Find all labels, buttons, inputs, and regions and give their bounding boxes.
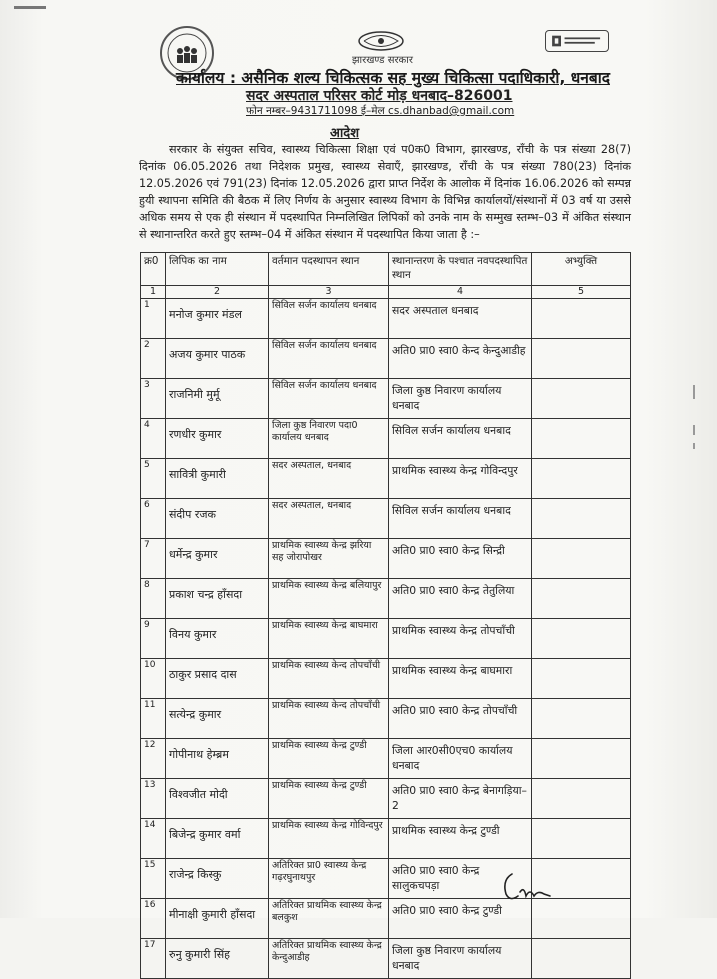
remark-cell <box>532 699 631 739</box>
serial-number-cell: 11 <box>141 699 166 739</box>
column-number: 2 <box>166 286 269 299</box>
table-row <box>141 739 631 779</box>
office-contact: फोन नम्बर–9431711098 ई–मेल cs.dhanbad@gmail.com <box>246 105 515 117</box>
header-serial: क्र0 <box>141 253 166 286</box>
clerk-name-cell: राजेन्द्र किस्कु <box>166 859 269 899</box>
clerk-name-cell: रणधीर कुमार <box>166 419 269 459</box>
new-posting-cell: अति0 प्रा0 स्वा0 केन्द्र तोपचाँची <box>389 699 532 739</box>
clerk-name-cell: बिजेन्द्र कुमार वर्मा <box>166 819 269 859</box>
table-row <box>141 459 631 499</box>
new-posting-cell: सिविल सर्जन कार्यालय धनबाद <box>389 499 532 539</box>
current-posting-cell: जिला कुष्ठ निवारण पदा0 कार्यालय धनबाद <box>269 419 389 459</box>
table-row <box>141 939 631 979</box>
clerk-name-cell: संदीप रजक <box>166 499 269 539</box>
current-posting-cell: प्राथमिक स्वास्थ्य केन्द्र बाघमारा <box>269 619 389 659</box>
clerk-name-cell: अजय कुमार पाठक <box>166 339 269 379</box>
swasthya-jharkhand-logo <box>545 30 609 52</box>
serial-number-cell: 2 <box>141 339 166 379</box>
column-number: 3 <box>269 286 389 299</box>
new-posting-cell: अति0 प्रा0 स्वा0 केन्द्र सालुकचपड़ा <box>389 859 532 899</box>
current-posting-cell: सिविल सर्जन कार्यालय धनबाद <box>269 379 389 419</box>
current-posting-cell: प्राथमिक स्वास्थ्य केन्द्र बलियापुर <box>269 579 389 619</box>
clerk-name-cell: विश्वजीत मोदी <box>166 779 269 819</box>
clerk-name-cell: गोपीनाथ हेम्ब्रम <box>166 739 269 779</box>
new-posting-cell: अति0 प्रा0 स्वा0 केन्द्र तेतुलिया <box>389 579 532 619</box>
current-posting-cell: अतिरिक्त प्राथमिक स्वास्थ्य केन्द्र केन्दुआडीह <box>269 939 389 979</box>
serial-number-cell: 7 <box>141 539 166 579</box>
clerk-name-cell: सत्येन्द्र कुमार <box>166 699 269 739</box>
clerk-name-cell: मनोज कुमार मंडल <box>166 299 269 339</box>
new-posting-cell: प्राथमिक स्वास्थ्य केन्द्र टुण्डी <box>389 819 532 859</box>
remark-cell <box>532 339 631 379</box>
new-posting-cell: प्राथमिक स्वास्थ्य केन्द्र गोविन्दपुर <box>389 459 532 499</box>
table-row <box>141 619 631 659</box>
remark-cell <box>532 419 631 459</box>
remark-cell <box>532 939 631 979</box>
serial-number-cell: 5 <box>141 459 166 499</box>
clerk-name-cell: मीनाक्षी कुमारी हाँसदा <box>166 899 269 939</box>
serial-number-cell: 10 <box>141 659 166 699</box>
column-number: 5 <box>532 286 631 299</box>
table-header-row <box>141 253 631 286</box>
remark-cell <box>532 739 631 779</box>
serial-number-cell: 1 <box>141 299 166 339</box>
current-posting-cell: अतिरिक्त प्राथमिक स्वास्थ्य केन्द्र बलकुश <box>269 899 389 939</box>
serial-number-cell: 16 <box>141 899 166 939</box>
table-row <box>141 659 631 699</box>
jharkhand-emblem-icon <box>356 30 406 52</box>
remark-cell <box>532 819 631 859</box>
table-row <box>141 299 631 339</box>
serial-number-cell: 4 <box>141 419 166 459</box>
current-posting-cell: प्राथमिक स्वास्थ्य केन्द्र झरिया सह जोरापोखर <box>269 539 389 579</box>
swasthya-logo-icon <box>548 33 606 49</box>
table-row <box>141 419 631 459</box>
table-row <box>141 779 631 819</box>
column-number: 4 <box>389 286 532 299</box>
remark-cell <box>532 379 631 419</box>
header-new-posting: स्थानान्तरण के पश्चात नवपदस्थापित स्थान <box>389 253 532 286</box>
current-posting-cell: प्राथमिक स्वास्थ्य केन्द तोपचाँची <box>269 699 389 739</box>
header-clerk-name: लिपिक का नाम <box>166 253 269 286</box>
clerk-name-cell: राजनिमी मुर्मू <box>166 379 269 419</box>
serial-number-cell: 17 <box>141 939 166 979</box>
table-row <box>141 339 631 379</box>
serial-number-cell: 8 <box>141 579 166 619</box>
new-posting-cell: सिविल सर्जन कार्यालय धनबाद <box>389 419 532 459</box>
remark-cell <box>532 779 631 819</box>
current-posting-cell: सदर अस्पताल, धनबाद <box>269 459 389 499</box>
current-posting-cell: प्राथमिक स्वास्थ्य केन्द्र टुण्डी <box>269 739 389 779</box>
new-posting-cell: जिला आर0सी0एच0 कार्यालय धनबाद <box>389 739 532 779</box>
new-posting-cell: जिला कुष्ठ निवारण कार्यालय धनबाद <box>389 939 532 979</box>
current-posting-cell: सदर अस्पताल, धनबाद <box>269 499 389 539</box>
clerk-name-cell: सावित्री कुमारी <box>166 459 269 499</box>
scan-edge-mark <box>14 6 46 9</box>
new-posting-cell: प्राथमिक स्वास्थ्य केन्द्र बाघमारा <box>389 659 532 699</box>
new-posting-cell: अति0 प्रा0 स्वा0 केन्द्र टुण्डी <box>389 899 532 939</box>
clerk-name-cell: ठाकुर प्रसाद दास <box>166 659 269 699</box>
table-row <box>141 579 631 619</box>
column-number-row <box>141 286 631 299</box>
remark-cell <box>532 619 631 659</box>
current-posting-cell: प्राथमिक स्वास्थ्य केन्द्र टुण्डी <box>269 779 389 819</box>
serial-number-cell: 6 <box>141 499 166 539</box>
serial-number-cell: 13 <box>141 779 166 819</box>
current-posting-cell: प्राथमिक स्वास्थ्य केन्द्र गोविन्दपुर <box>269 819 389 859</box>
current-posting-cell: सिविल सर्जन कार्यालय धनबाद <box>269 299 389 339</box>
clerk-name-cell: विनय कुमार <box>166 619 269 659</box>
table-row <box>141 819 631 859</box>
new-posting-cell: सदर अस्पताल धनबाद <box>389 299 532 339</box>
header-remarks: अभ्युक्ति <box>532 253 631 286</box>
serial-number-cell: 9 <box>141 619 166 659</box>
remark-cell <box>532 499 631 539</box>
remark-cell <box>532 659 631 699</box>
scan-side-marks <box>690 385 700 455</box>
remark-cell <box>532 539 631 579</box>
order-title: आदेश <box>330 126 360 141</box>
header-current-posting: वर्तमान पदस्थापन स्थान <box>269 253 389 286</box>
emblem-caption: झारखण्ड सरकार <box>352 55 413 66</box>
office-address: सदर अस्पताल परिसर कोर्ट मोड़ धनबाद–826001 <box>246 88 513 104</box>
serial-number-cell: 3 <box>141 379 166 419</box>
clerk-name-cell: धर्मेन्द्र कुमार <box>166 539 269 579</box>
table-row <box>141 699 631 739</box>
remark-cell <box>532 579 631 619</box>
order-intro-paragraph: सरकार के संयुक्त सचिव, स्वास्थ्य चिकित्सा शिक्षा एवं प0क0 विभाग, झारखण्ड, राँची के पत्र संख्या 28(7) दिनांक 06.05.2026 तथा निदेशक प्रमुख, स्वास्थ्य सेवाएँ, झारखण्ड, राँची के पत्र संख्या 780(23) दिनांक 12.05.2026 एवं 791(23) दिनांक 12.05.2026 द्वारा प्राप्त निर्देश के आलोक में दिनांक 16.06.2026 को सम्पन्न हुयी स्थापना समिति की बैठक में लिए निर्णय के अनुसार स्वास्थ्य विभाग के विभिन्न कार्यालयों/संस्थानों में 03 वर्ष या उससे अधिक समय से एक ही संस्थान में पदस्थापित निम्नलिखित लिपिकों को उनके नाम के सम्मुख स्तम्भ–03 में अंकित संस्थान से स्थानान्तरित करते हुए स्तम्भ–04 में अंकित संस्थान में पदस्थापित किया जाता है :– <box>139 143 631 241</box>
new-posting-cell: अति0 प्रा0 स्वा0 केन्द केन्दुआडीह <box>389 339 532 379</box>
current-posting-cell: अतिरिक्त प्रा0 स्वास्थ्य केन्द्र गढ़रघुनाथपुर <box>269 859 389 899</box>
table-row <box>141 379 631 419</box>
table-row <box>141 539 631 579</box>
new-posting-cell: अति0 प्रा0 स्वा0 केन्द्र बेनागड़िया–2 <box>389 779 532 819</box>
remark-cell <box>532 459 631 499</box>
current-posting-cell: प्राथमिक स्वास्थ्य केन्द तोपचाँची <box>269 659 389 699</box>
clerk-name-cell: प्रकाश चन्द्र हाँसदा <box>166 579 269 619</box>
new-posting-cell: प्राथमिक स्वास्थ्य केन्द्र तोपचाँची <box>389 619 532 659</box>
current-posting-cell: सिविल सर्जन कार्यालय धनबाद <box>269 339 389 379</box>
new-posting-cell: अति0 प्रा0 स्वा0 केन्द्र सिन्द्री <box>389 539 532 579</box>
column-number: 1 <box>141 286 166 299</box>
office-heading: कार्यालय : असैनिक शल्य चिकित्सक सह मुख्य चिकित्सा पदाधिकारी, धनबाद <box>176 69 610 87</box>
remark-cell <box>532 299 631 339</box>
clerk-name-cell: रुनु कुमारी सिंह <box>166 939 269 979</box>
serial-number-cell: 14 <box>141 819 166 859</box>
new-posting-cell: जिला कुष्ठ निवारण कार्यालय धनबाद <box>389 379 532 419</box>
handwritten-signature <box>498 866 558 906</box>
table-row <box>141 499 631 539</box>
serial-number-cell: 12 <box>141 739 166 779</box>
serial-number-cell: 15 <box>141 859 166 899</box>
